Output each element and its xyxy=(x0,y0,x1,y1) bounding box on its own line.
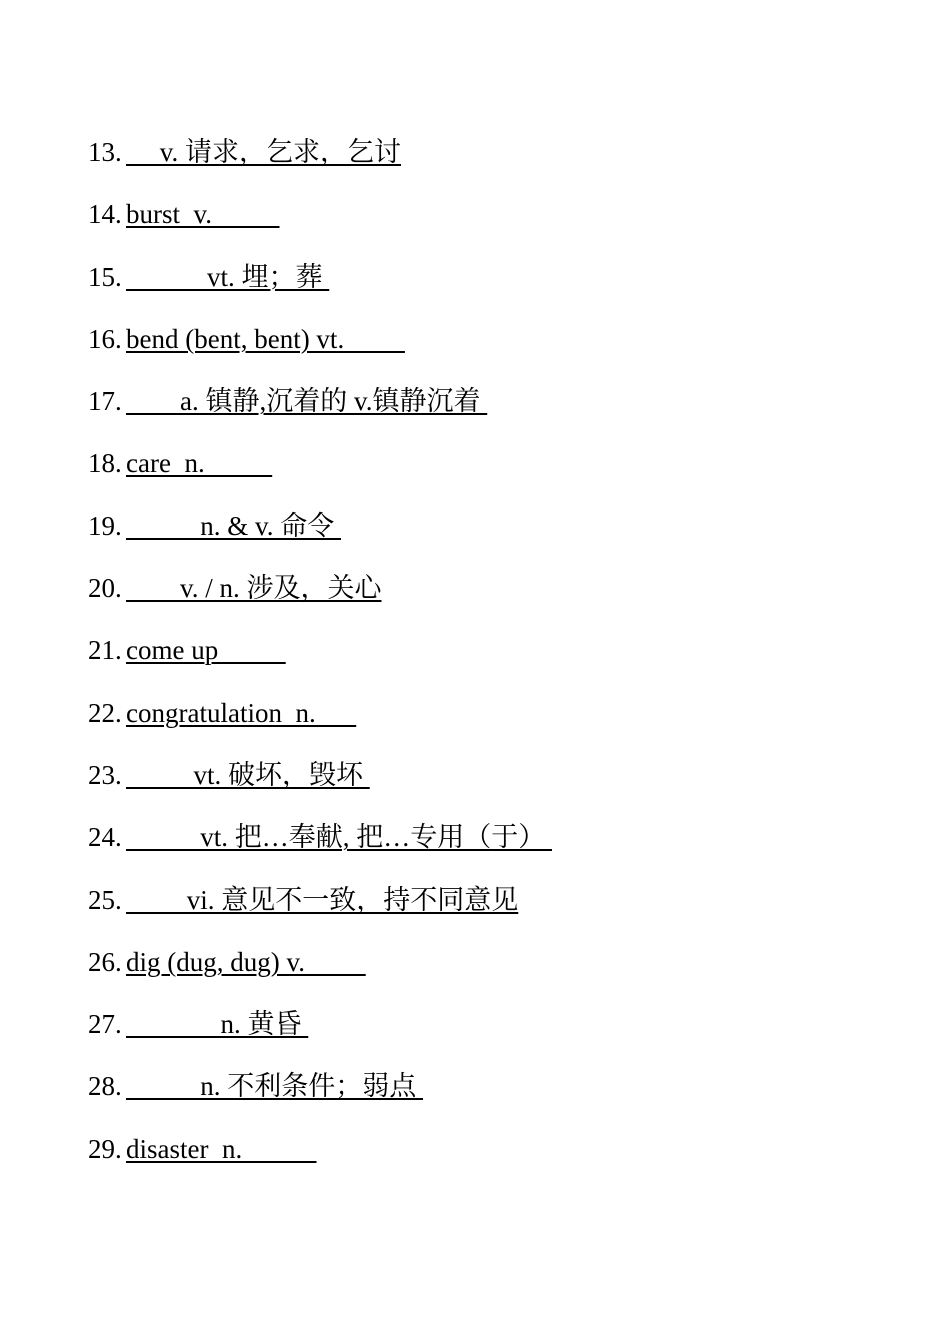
list-item xyxy=(88,942,888,1004)
item-number: 17. xyxy=(88,386,122,417)
item-number: 27. xyxy=(88,1009,122,1040)
item-text: vi. 意见不一致，持不同意见 xyxy=(126,884,519,915)
item-number: 20. xyxy=(88,573,122,604)
vocabulary-list xyxy=(88,132,888,1191)
list-item xyxy=(88,1004,888,1066)
item-text: congratulation n. xyxy=(126,697,357,728)
item-text: care n. xyxy=(126,448,273,479)
item-number: 19. xyxy=(88,510,122,541)
list-item xyxy=(88,630,888,692)
item-text: n. 黄昏 xyxy=(126,1009,309,1040)
item-text: vt. 破坏，毁坏 xyxy=(126,759,370,790)
item-text: disaster n. xyxy=(126,1133,317,1164)
list-item xyxy=(88,443,888,505)
item-number: 14. xyxy=(88,199,122,230)
list-item xyxy=(88,1129,888,1191)
item-number: 16. xyxy=(88,323,122,354)
item-text: a. 镇静,沉着的 v.镇静沉着 xyxy=(126,386,488,417)
item-number: 18. xyxy=(88,448,122,479)
list-item xyxy=(88,880,888,942)
list-item xyxy=(88,381,888,443)
item-number: 23. xyxy=(88,759,122,790)
item-number: 22. xyxy=(88,697,122,728)
item-text: n. 不利条件；弱点 xyxy=(126,1071,423,1102)
item-number: 25. xyxy=(88,884,122,915)
item-number: 29. xyxy=(88,1133,122,1164)
item-number: 15. xyxy=(88,261,122,292)
list-item xyxy=(88,319,888,381)
list-item xyxy=(88,194,888,256)
list-item xyxy=(88,1066,888,1128)
item-text: vt. 把…奉献, 把…专用（于） xyxy=(126,822,553,853)
item-text: v. 请求，乞求，乞讨 xyxy=(126,137,401,167)
list-item xyxy=(88,693,888,755)
list-item xyxy=(88,257,888,319)
item-text: v. / n. 涉及，关心 xyxy=(126,573,382,604)
item-number: 21. xyxy=(88,635,122,666)
item-number: 24. xyxy=(88,822,122,853)
item-text: come up xyxy=(126,635,286,666)
item-number: 26. xyxy=(88,946,122,977)
item-text: vt. 埋；葬 xyxy=(126,261,330,292)
item-text: burst v. xyxy=(126,199,280,230)
item-number: 13. xyxy=(88,137,122,167)
list-item xyxy=(88,568,888,630)
list-item xyxy=(88,506,888,568)
item-number: 28. xyxy=(88,1071,122,1102)
item-text: dig (dug, dug) v. xyxy=(126,946,366,977)
list-item xyxy=(88,132,888,194)
item-text: bend (bent, bent) vt. xyxy=(126,323,405,354)
list-item xyxy=(88,755,888,817)
item-text: n. & v. 命令 xyxy=(126,510,341,541)
list-item xyxy=(88,817,888,879)
